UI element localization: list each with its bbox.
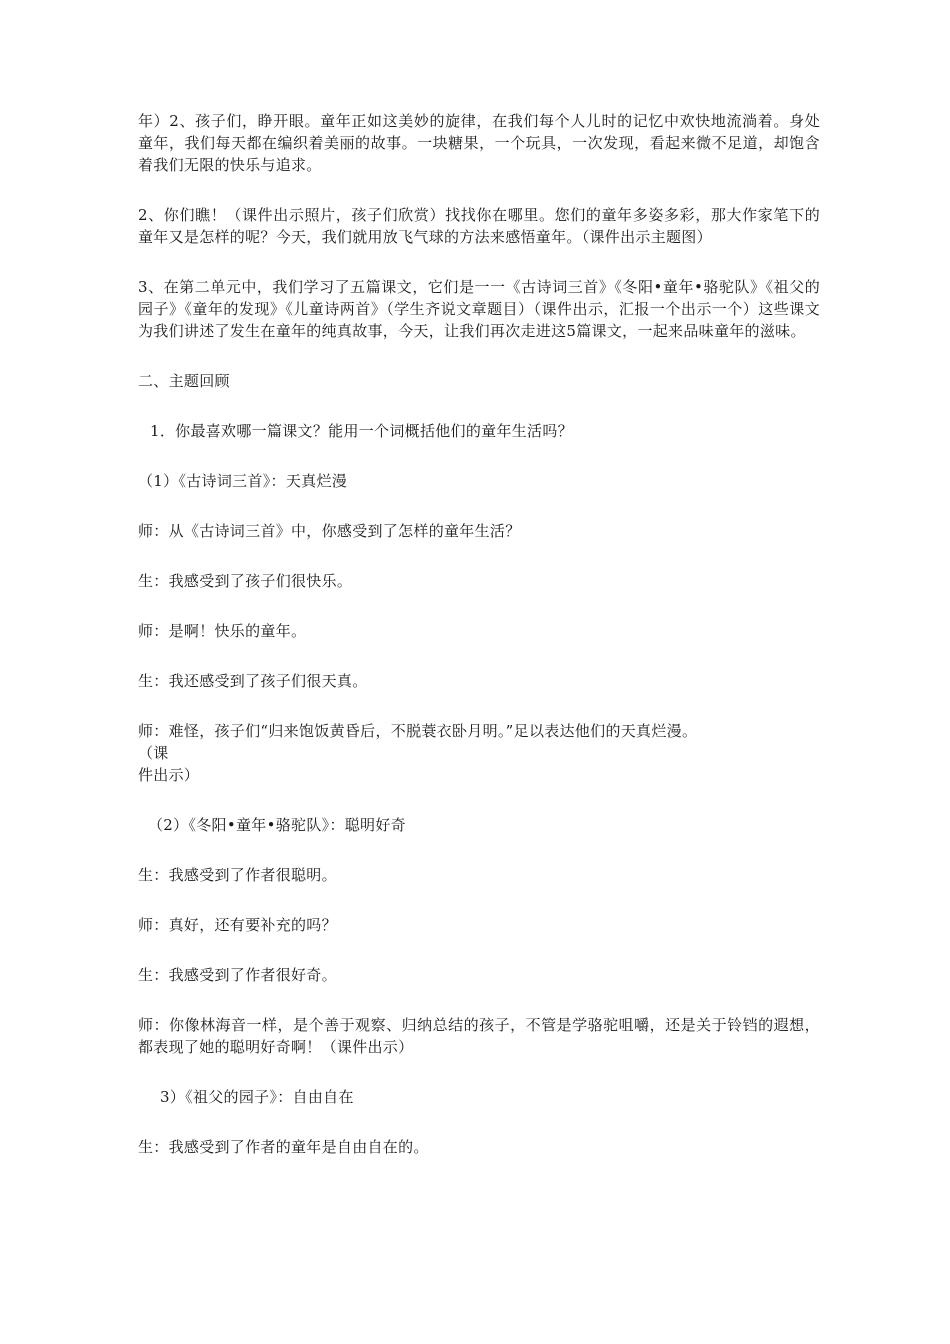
document-page (138, 110, 820, 1158)
paragraph-2: 2、你们瞧！（课件出示照片，孩子们欣赏）找找你在哪里。您们的童年多姿多彩，那大作家笔下的童年又是怎样的呢？今天，我们就用放飞气球的方法来感悟童年。（课件出示主题图） (138, 206, 820, 246)
dialogue-line: 师：从《古诗词三首》中，你感受到了怎样的童年生活？ (138, 522, 521, 540)
question-1: 1．你最喜欢哪一篇课文？能用一个词概括他们的童年生活吗？ (150, 422, 573, 440)
subheading-1: （1）《古诗词三首》：天真烂漫 (138, 472, 348, 490)
dialogue-line: 生：我感受到了作者的童年是自由自在的。 (138, 1138, 429, 1156)
dialogue-line-wrap: （课 (138, 744, 169, 762)
dialogue-line: 师：是啊！快乐的童年。 (138, 622, 307, 640)
section-heading: 二、主题回顾 (138, 372, 230, 390)
dialogue-line: 生：我感受到了孩子们很快乐。 (138, 572, 353, 590)
dialogue-line: 师：真好，还有要补充的吗？ (138, 916, 337, 934)
paragraph-3: 3、在第二单元中，我们学习了五篇课文，它们是一一《古诗词三首》《冬阳•童年•骆驼队》《祖父的园子》《童年的发现》《儿童诗两首》（学生齐说文章题目）（课件出示，汇报一个出示一个）这些课文为我们讲述了发生在童年的纯真故事，今天，让我们再次走进这5篇课文，一起来品味童年的滋味。 (138, 278, 820, 340)
subheading-3: 3）《祖父的园子》：自由自在 (160, 1088, 354, 1106)
subheading-2: （2）《冬阳•童年•骆驼队》：聪明好奇 (148, 816, 406, 834)
dialogue-line: 师：难怪，孩子们“归来饱饭黄昏后，不脱蓑衣卧月明。”足以表达他们的天真烂漫。 (138, 722, 698, 740)
dialogue-line: 生：我感受到了作者很好奇。 (138, 966, 337, 984)
dialogue-line: 师：你像林海音一样，是个善于观察、归纳总结的孩子，不管是学骆驼咀嚼，还是关于铃铛的遐想，都表现了她的聪明好奇啊！（课件出示） (138, 1016, 820, 1056)
dialogue-line: 生：我感受到了作者很聪明。 (138, 866, 337, 884)
dialogue-line: 生：我还感受到了孩子们很天真。 (138, 672, 368, 690)
paragraph-intro: 年）2、孩子们，睁开眼。童年正如这美妙的旋律，在我们每个人儿时的记忆中欢快地流淌着。身处童年，我们每天都在编织着美丽的故事。一块糖果，一个玩具，一次发现，看起来微不足道，却饱含着我们无限的快乐与追求。 (138, 112, 820, 174)
dialogue-line-wrap: 件出示） (138, 766, 200, 784)
